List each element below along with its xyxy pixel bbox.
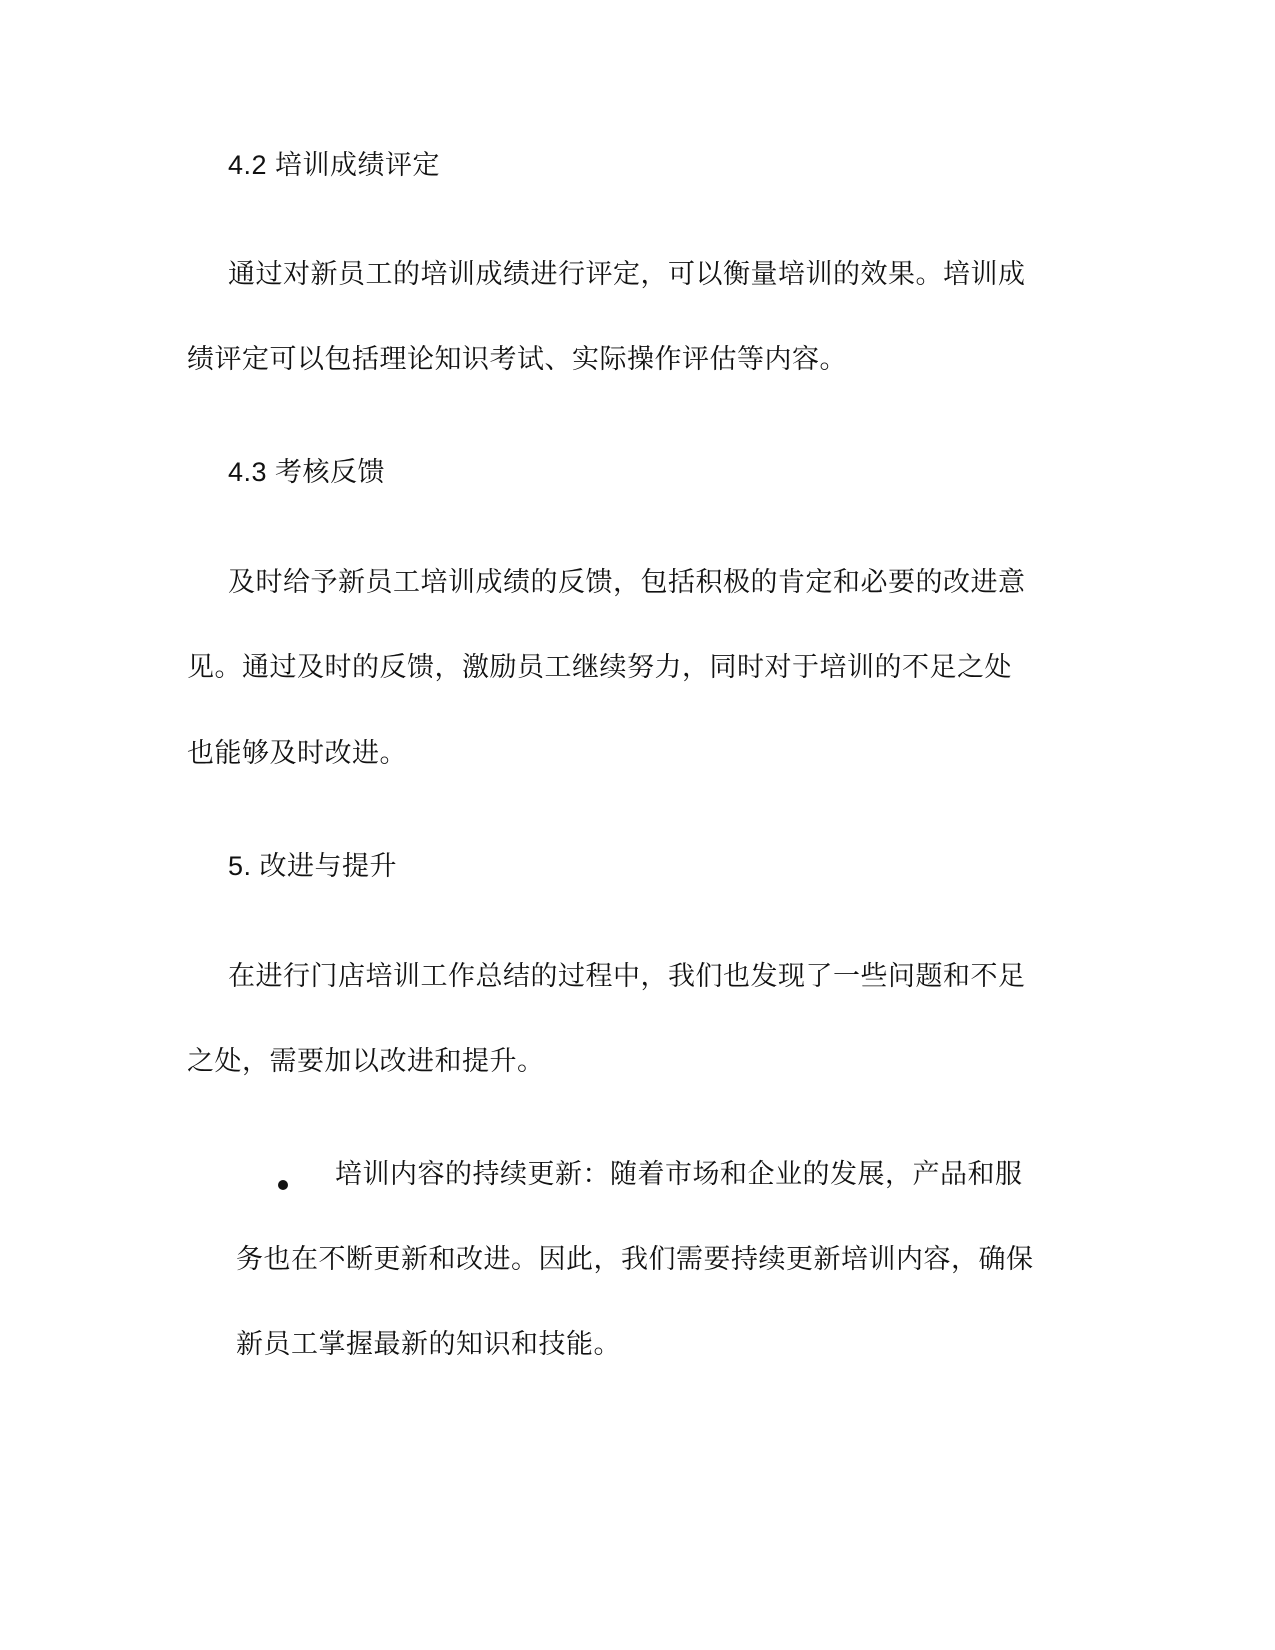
paragraph-line: 绩评定可以包括理论知识考试、实际操作评估等内容。: [187, 344, 847, 375]
paragraph-line: 也能够及时改进。: [187, 738, 407, 769]
section-heading-4-2: 4.2 培训成绩评定: [228, 150, 441, 180]
paragraph-line: 及时给予新员工培训成绩的反馈，包括积极的肯定和必要的改进意: [228, 567, 1026, 598]
bullet-item-line: 培训内容的持续更新：随着市场和企业的发展，产品和服: [335, 1159, 1023, 1190]
paragraph-line: 之处，需要加以改进和提升。: [187, 1046, 545, 1077]
bullet-item-line: 务也在不断更新和改进。因此，我们需要持续更新培训内容，确保: [236, 1244, 1034, 1275]
section-heading-4-3: 4.3 考核反馈: [228, 457, 386, 487]
section-heading-5: 5. 改进与提升: [228, 851, 398, 881]
paragraph-line: 见。通过及时的反馈，激励员工继续努力，同时对于培训的不足之处: [187, 652, 1012, 683]
paragraph-line: 在进行门店培训工作总结的过程中，我们也发现了一些问题和不足: [228, 961, 1026, 992]
bullet-icon: [278, 1180, 288, 1190]
paragraph-line: 通过对新员工的培训成绩进行评定，可以衡量培训的效果。培训成: [228, 259, 1026, 290]
bullet-item-line: 新员工掌握最新的知识和技能。: [236, 1329, 621, 1360]
